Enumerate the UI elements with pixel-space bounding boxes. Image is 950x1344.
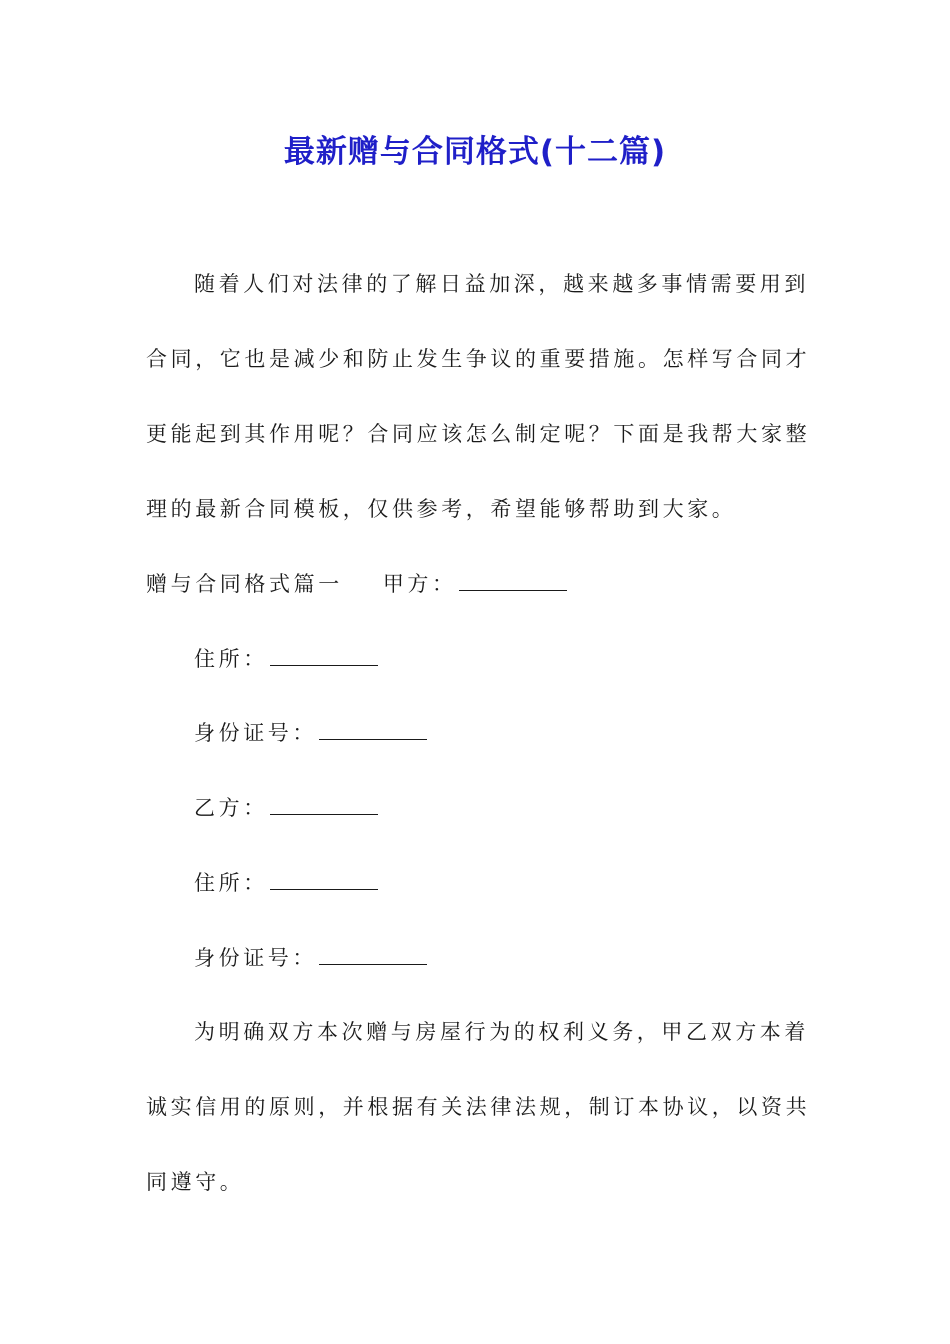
intro-line-3: 更能起到其作用呢？合同应该怎么制定呢？下面是我帮大家整 <box>146 422 811 446</box>
field-row <box>194 793 378 823</box>
field-blank <box>319 721 427 740</box>
purpose-line-2: 诚实信用的原则，并根据有关法律法规，制订本协议，以资共 <box>146 1095 811 1119</box>
field-row <box>194 718 427 748</box>
field-label-id-a: 身份证号： <box>194 721 317 745</box>
field-blank <box>319 946 427 965</box>
intro-line-2: 合同，它也是减少和防止发生争议的重要措施。怎样写合同才 <box>146 347 811 371</box>
field-row <box>194 644 378 674</box>
purpose-line-3: 同遵守。 <box>146 1170 245 1194</box>
field-label-id-b: 身份证号： <box>194 946 317 970</box>
intro-line-4: 理的最新合同模板，仅供参考，希望能够帮助到大家。 <box>146 497 737 521</box>
field-label-address-b: 住所： <box>194 871 268 895</box>
field-label-party-b: 乙方： <box>194 796 268 820</box>
field-blank <box>270 647 378 666</box>
party-a-blank <box>459 572 567 591</box>
intro-line-1: 随着人们对法律的了解日益加深，越来越多事情需要用到 <box>194 272 809 296</box>
field-row <box>194 868 378 898</box>
party-a-label: 甲方： <box>382 572 457 596</box>
field-blank <box>270 796 378 815</box>
section-heading-row <box>146 569 567 599</box>
field-blank <box>270 871 378 890</box>
document-title: 最新赠与合同格式(十二篇) <box>283 134 667 170</box>
field-row <box>194 943 427 973</box>
field-label-address-a: 住所： <box>194 647 268 671</box>
purpose-line-1: 为明确双方本次赠与房屋行为的权利义务，甲乙双方本着 <box>194 1020 809 1044</box>
section-heading: 赠与合同格式篇一 <box>146 572 343 596</box>
